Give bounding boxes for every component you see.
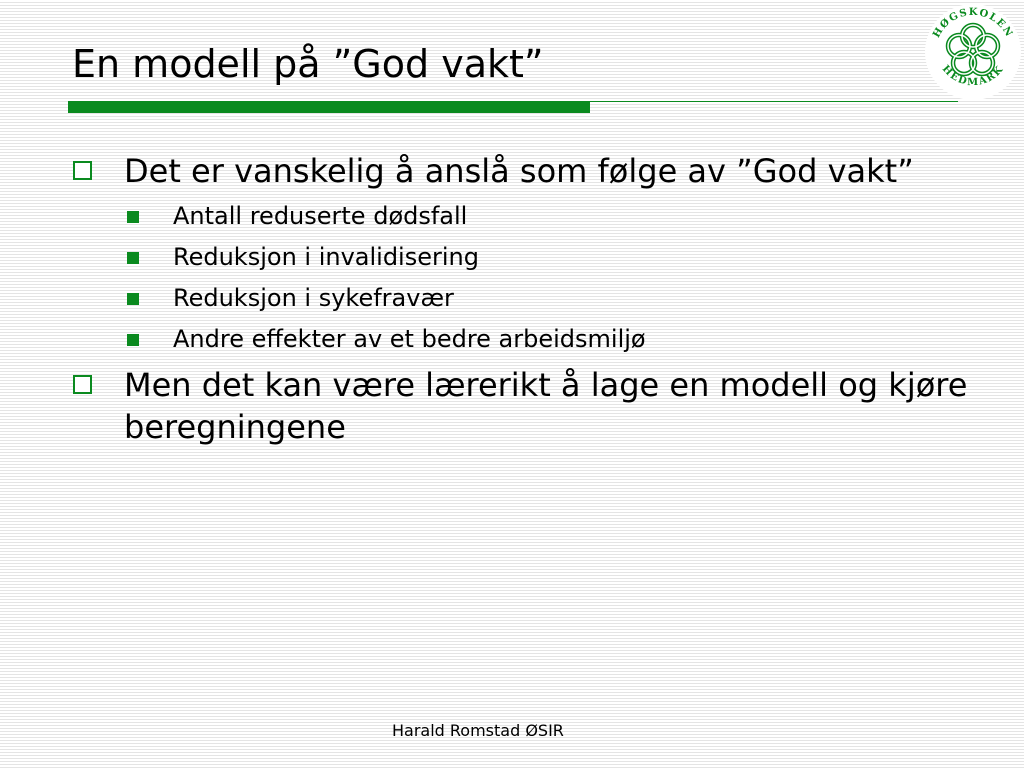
sub-bullet-item bbox=[72, 319, 972, 360]
hollow-square-bullet-icon bbox=[73, 161, 92, 180]
sub-bullet-text: Reduksjon i invalidisering bbox=[173, 243, 479, 271]
slide-footer: Harald Romstad ØSIR bbox=[392, 721, 564, 740]
title-underline-thin bbox=[590, 101, 958, 102]
filled-square-bullet-icon bbox=[127, 211, 139, 223]
bullet-text: Det er vanskelig å anslå som følge av ”God vakt” bbox=[124, 152, 914, 190]
bullet-text: Men det kan være lærerikt å lage en modell og kjøre beregningene bbox=[124, 366, 968, 446]
sub-bullet-item bbox=[72, 278, 972, 319]
slide-title: En modell på ”God vakt” bbox=[72, 42, 544, 86]
slide-content bbox=[72, 150, 972, 448]
sub-bullet-text: Andre effekter av et bedre arbeidsmiljø bbox=[173, 325, 646, 353]
hollow-square-bullet-icon bbox=[73, 375, 92, 394]
filled-square-bullet-icon bbox=[127, 334, 139, 346]
hogskolen-hedmark-logo bbox=[922, 0, 1024, 104]
logo-text-bottom: HEDMARK bbox=[939, 63, 1007, 89]
bullet-item bbox=[72, 150, 972, 192]
title-underline-thick bbox=[68, 101, 590, 113]
sub-bullet-item bbox=[72, 237, 972, 278]
bullet-item bbox=[72, 364, 972, 448]
filled-square-bullet-icon bbox=[127, 293, 139, 305]
sub-bullet-text: Reduksjon i sykefravær bbox=[173, 284, 454, 312]
filled-square-bullet-icon bbox=[127, 252, 139, 264]
sub-bullet-text: Antall reduserte dødsfall bbox=[173, 202, 468, 230]
title-underline bbox=[68, 101, 958, 113]
logo-text-top: HØGSKOLEN bbox=[931, 6, 1015, 40]
sub-bullet-list bbox=[72, 196, 972, 360]
sub-bullet-item bbox=[72, 196, 972, 237]
